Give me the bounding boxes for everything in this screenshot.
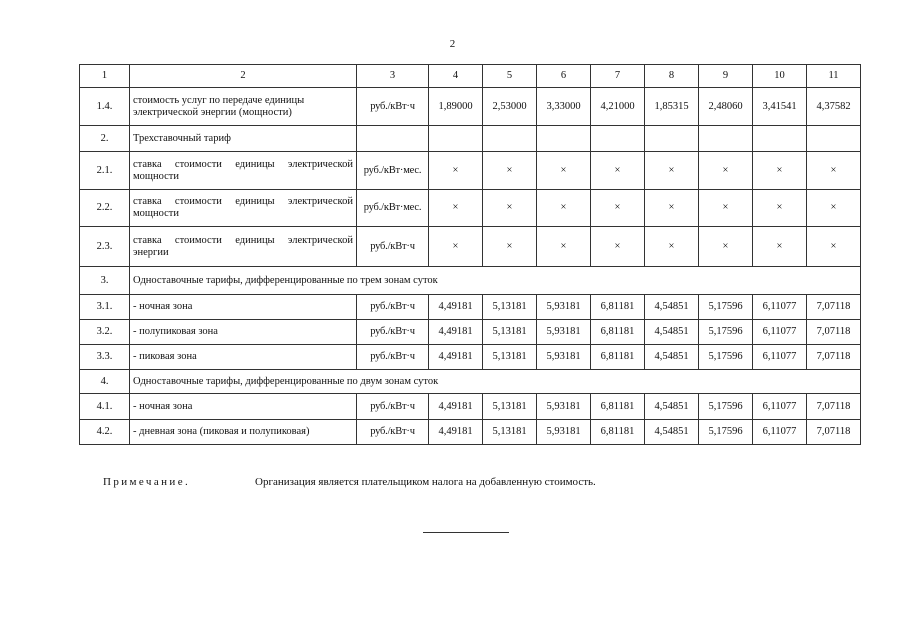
header-cell: 7: [591, 65, 645, 88]
table-section-row: [80, 126, 861, 152]
row-value: 7,07118: [807, 320, 861, 345]
row-unit: руб./кВт·ч: [357, 88, 429, 126]
row-value: 5,93181: [537, 295, 591, 320]
row-value: 5,93181: [537, 345, 591, 370]
header-cell: 3: [357, 65, 429, 88]
row-unit: руб./кВт·ч: [357, 227, 429, 267]
row-value: ×: [429, 190, 483, 227]
row-number: 4.: [80, 370, 130, 394]
row-value: ×: [429, 227, 483, 267]
row-value: 5,17596: [699, 345, 753, 370]
row-value: 7,07118: [807, 394, 861, 420]
row-value: 5,17596: [699, 420, 753, 445]
row-value: 4,21000: [591, 88, 645, 126]
row-value: 6,11077: [753, 345, 807, 370]
section-title: Одноставочные тарифы, дифференцированные по двум зонам суток: [130, 370, 861, 394]
row-unit: руб./кВт·ч: [357, 320, 429, 345]
row-value: 5,13181: [483, 295, 537, 320]
row-value: ×: [537, 227, 591, 267]
row-value: ×: [483, 227, 537, 267]
row-value: 4,49181: [429, 320, 483, 345]
row-value: 5,93181: [537, 420, 591, 445]
row-value: 4,54851: [645, 394, 699, 420]
table-row: [80, 320, 861, 345]
row-value: 1,85315: [645, 88, 699, 126]
table-row: [80, 152, 861, 190]
row-number: 3.2.: [80, 320, 130, 345]
empty-cell: [591, 126, 645, 152]
row-number: 4.1.: [80, 394, 130, 420]
note: [103, 476, 596, 488]
table-row: [80, 420, 861, 445]
row-value: ×: [591, 190, 645, 227]
header-cell: 5: [483, 65, 537, 88]
row-unit: руб./кВт·ч: [357, 420, 429, 445]
table-row: [80, 345, 861, 370]
empty-cell: [699, 126, 753, 152]
row-value: ×: [591, 152, 645, 190]
row-value: 5,93181: [537, 320, 591, 345]
row-description: - ночная зона: [130, 295, 357, 320]
row-value: 6,81181: [591, 345, 645, 370]
row-description: ставка стоимости единицы электрической мощности: [130, 152, 357, 190]
empty-cell: [357, 126, 429, 152]
row-value: ×: [537, 152, 591, 190]
row-value: ×: [483, 152, 537, 190]
table-section-row: [80, 267, 861, 295]
row-value: ×: [429, 152, 483, 190]
row-value: 2,48060: [699, 88, 753, 126]
row-value: 4,49181: [429, 345, 483, 370]
header-cell: 6: [537, 65, 591, 88]
row-value: ×: [807, 190, 861, 227]
row-unit: руб./кВт·ч: [357, 394, 429, 420]
row-value: 5,13181: [483, 420, 537, 445]
row-value: 4,49181: [429, 394, 483, 420]
row-value: ×: [591, 227, 645, 267]
row-value: 4,49181: [429, 295, 483, 320]
row-value: 6,11077: [753, 295, 807, 320]
tariff-table: [79, 64, 861, 445]
row-number: 1.4.: [80, 88, 130, 126]
empty-cell: [429, 126, 483, 152]
row-value: 6,81181: [591, 394, 645, 420]
row-value: ×: [699, 152, 753, 190]
row-value: 6,81181: [591, 320, 645, 345]
row-value: 6,81181: [591, 420, 645, 445]
row-number: 3.1.: [80, 295, 130, 320]
row-value: 5,13181: [483, 320, 537, 345]
row-value: 7,07118: [807, 420, 861, 445]
empty-cell: [483, 126, 537, 152]
header-cell: 8: [645, 65, 699, 88]
row-value: 6,11077: [753, 420, 807, 445]
row-value: ×: [699, 190, 753, 227]
section-title: Одноставочные тарифы, дифференцированные по трем зонам суток: [130, 267, 861, 295]
row-value: 4,54851: [645, 295, 699, 320]
row-value: 3,33000: [537, 88, 591, 126]
empty-cell: [753, 126, 807, 152]
section-title: Трехставочный тариф: [130, 126, 357, 152]
row-number: 2.3.: [80, 227, 130, 267]
header-cell: 1: [80, 65, 130, 88]
row-unit: руб./кВт·ч: [357, 295, 429, 320]
row-description: - ночная зона: [130, 394, 357, 420]
row-description: ставка стоимости единицы электрической мощности: [130, 190, 357, 227]
table-section-row: [80, 370, 861, 394]
table-row: [80, 88, 861, 126]
row-value: 6,11077: [753, 394, 807, 420]
empty-cell: [645, 126, 699, 152]
row-value: ×: [807, 152, 861, 190]
row-value: 7,07118: [807, 295, 861, 320]
row-description: - пиковая зона: [130, 345, 357, 370]
row-value: ×: [645, 190, 699, 227]
row-value: 3,41541: [753, 88, 807, 126]
header-cell: 4: [429, 65, 483, 88]
row-value: ×: [699, 227, 753, 267]
row-value: 5,17596: [699, 320, 753, 345]
row-value: 1,89000: [429, 88, 483, 126]
row-number: 3.: [80, 267, 130, 295]
row-value: 5,93181: [537, 394, 591, 420]
row-unit: руб./кВт·ч: [357, 345, 429, 370]
header-cell: 2: [130, 65, 357, 88]
row-value: ×: [753, 227, 807, 267]
row-value: 5,13181: [483, 345, 537, 370]
end-divider: [423, 532, 509, 533]
row-value: ×: [645, 227, 699, 267]
row-value: 6,81181: [591, 295, 645, 320]
table-row: [80, 227, 861, 267]
header-cell: 9: [699, 65, 753, 88]
row-number: 3.3.: [80, 345, 130, 370]
page-number: 2: [449, 38, 456, 50]
row-value: ×: [483, 190, 537, 227]
row-value: 5,13181: [483, 394, 537, 420]
row-value: 7,07118: [807, 345, 861, 370]
row-number: 2.: [80, 126, 130, 152]
row-value: 4,54851: [645, 420, 699, 445]
row-unit: руб./кВт·мес.: [357, 152, 429, 190]
row-value: 4,54851: [645, 345, 699, 370]
row-number: 4.2.: [80, 420, 130, 445]
row-value: ×: [537, 190, 591, 227]
row-value: 6,11077: [753, 320, 807, 345]
empty-cell: [807, 126, 861, 152]
note-label: Примечание.: [103, 476, 191, 488]
table-header-row: [80, 65, 861, 88]
row-value: ×: [807, 227, 861, 267]
row-number: 2.2.: [80, 190, 130, 227]
header-cell: 11: [807, 65, 861, 88]
row-value: 2,53000: [483, 88, 537, 126]
table-row: [80, 190, 861, 227]
row-value: ×: [645, 152, 699, 190]
note-text: Организация является плательщиком налога на добавленную стоимость.: [255, 476, 596, 488]
row-description: - полупиковая зона: [130, 320, 357, 345]
row-value: ×: [753, 152, 807, 190]
table-row: [80, 295, 861, 320]
row-description: ставка стоимости единицы электрической энергии: [130, 227, 357, 267]
row-description: стоимость услуг по передаче единицы электрической энергии (мощности): [130, 88, 357, 126]
row-value: 5,17596: [699, 394, 753, 420]
header-cell: 10: [753, 65, 807, 88]
row-description: - дневная зона (пиковая и полупиковая): [130, 420, 357, 445]
row-unit: руб./кВт·мес.: [357, 190, 429, 227]
table-row: [80, 394, 861, 420]
row-value: 4,37582: [807, 88, 861, 126]
row-value: ×: [753, 190, 807, 227]
row-value: 4,54851: [645, 320, 699, 345]
row-value: 4,49181: [429, 420, 483, 445]
empty-cell: [537, 126, 591, 152]
row-value: 5,17596: [699, 295, 753, 320]
row-number: 2.1.: [80, 152, 130, 190]
